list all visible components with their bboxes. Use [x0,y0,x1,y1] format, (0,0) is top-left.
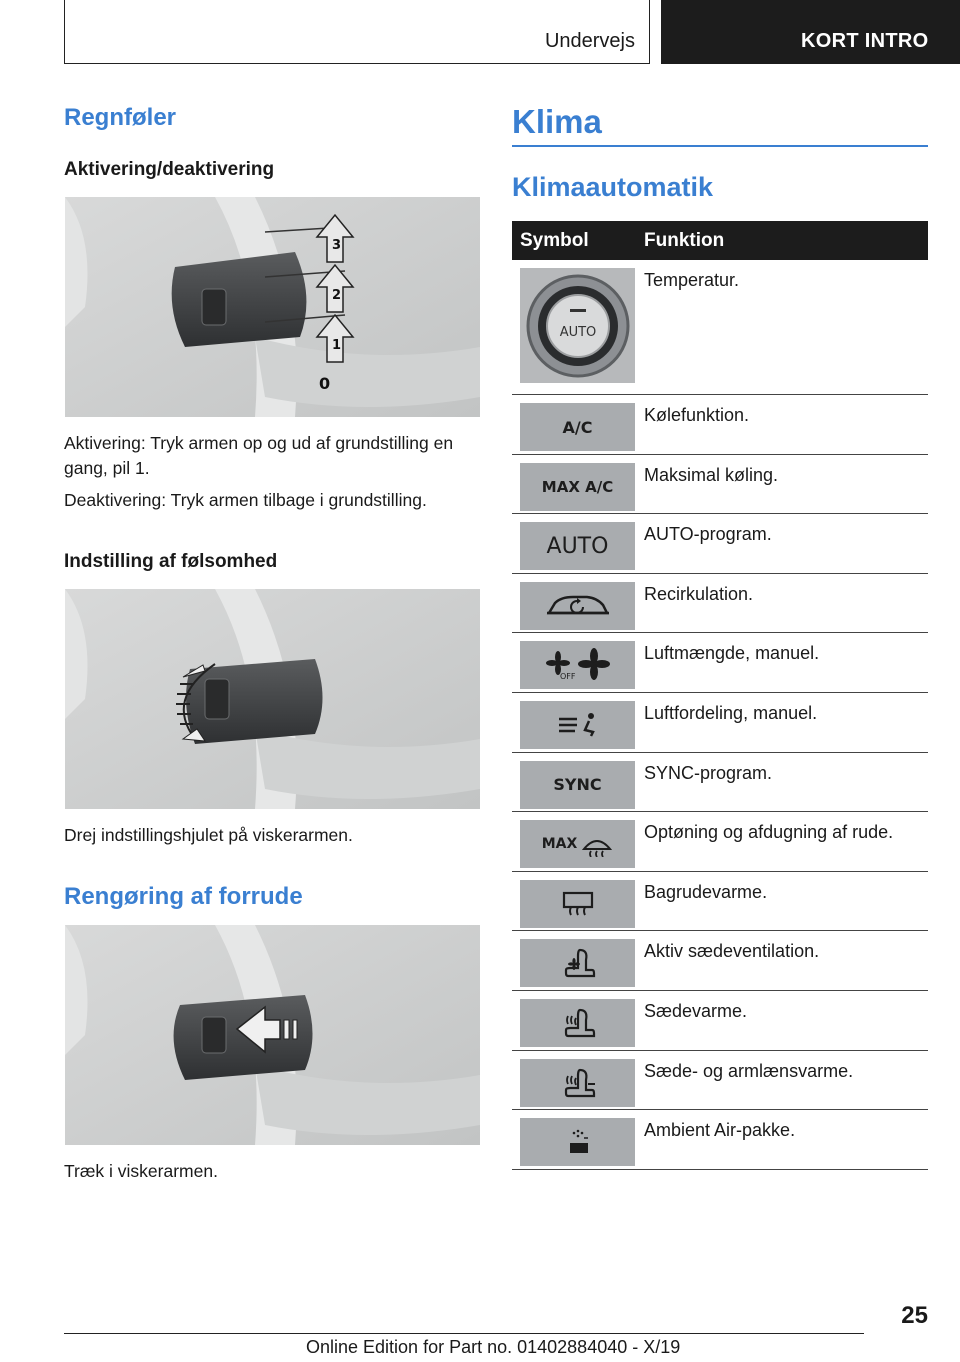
arrow-label-2: 2 [332,288,342,303]
activation-paragraph: Aktivering: Tryk armen op og ud af grundstilling en gang, pil 1. [64,433,454,478]
table-row [512,872,928,932]
table-row [512,753,928,813]
rain-sensor-heading: Regnføler [64,104,177,131]
table-row [512,991,928,1051]
function-label: Optøning og afdugning af rude. [644,822,894,843]
knob-auto-label: AUTO [559,325,597,340]
arrow-label-1: 1 [332,338,342,353]
windshield-paragraph: Træk i viskerarmen. [64,1161,218,1181]
table-row [512,812,928,872]
column-header-function: Funktion [644,230,725,251]
sensitivity-subheading: Indstilling af følsomhed [64,551,278,572]
table-row [512,395,928,455]
fan-off-label: OFF [559,672,575,682]
windshield-cleaning-heading: Rengøring af forrude [64,883,303,910]
temperature-knob-icon [520,268,635,383]
function-label: Aktiv sædeventilation. [644,941,820,962]
header-section-label: Undervejs [544,30,635,52]
arrow-label-3: 3 [332,238,342,253]
arrow-label-0: 0 [319,374,331,393]
function-label: Recirkulation. [644,583,754,604]
sensitivity-wheel-image [65,589,480,809]
function-label: Sæde- og armlænsvarme. [644,1060,854,1081]
table-row [512,514,928,574]
function-label: Luftmængde, manuel. [644,643,820,664]
sync-icon: SYNC [520,761,635,809]
fan-icon [520,641,635,689]
function-label: Maksimal køling. [644,464,779,485]
ambient-air-icon [520,1118,635,1166]
seat-ventilation-icon [520,939,635,987]
function-label: AUTO-program. [644,524,772,545]
table-row [512,574,928,634]
recirculation-icon [520,582,635,630]
function-label: Sædevarme. [644,1000,748,1021]
seat-armrest-heating-icon [520,1059,635,1107]
deactivation-paragraph: Deaktivering: Tryk armen tilbage i grundstilling. [64,490,427,510]
climate-heading-rule [512,145,928,147]
header-chapter-tab [661,0,960,64]
table-row [512,260,928,395]
sensitivity-paragraph: Drej indstillingshjulet på viskerarmen. [64,825,353,845]
climate-heading: Klima [512,103,602,140]
wiper-lever-activation-image [65,197,480,417]
table-row [512,931,928,991]
max-ac-icon: MAX A/C [520,463,635,511]
function-label: Bagrudevarme. [644,881,768,902]
max-defrost-icon: MAX [520,820,635,868]
air-distribution-icon [520,701,635,749]
function-label: Luftfordeling, manuel. [644,702,818,723]
function-label: Kølefunktion. [644,405,750,425]
table-row [512,633,928,693]
wiper-pull-image [65,925,480,1145]
seat-heating-icon [520,999,635,1047]
auto-climate-heading: Klimaautomatik [512,172,714,202]
function-label: SYNC-program. [644,762,773,783]
table-row [512,1110,928,1170]
rear-defrost-icon [520,880,635,928]
climate-symbol-table [512,221,928,1170]
ac-icon: A/C [520,403,635,451]
column-header-symbol: Symbol [520,230,589,251]
function-label: Ambient Air-pakke. [644,1120,796,1141]
auto-icon: AUTO [520,522,635,570]
header-chapter-label: KORT INTRO [801,30,929,52]
table-row [512,693,928,753]
page-number: 25 [901,1302,928,1329]
function-label: Temperatur. [644,270,740,290]
footer-edition: Online Edition for Part no. 01402884040 - X/19 [306,1337,681,1357]
footer-rule [64,1333,864,1334]
activation-subheading: Aktivering/deaktivering [64,159,275,180]
table-row [512,455,928,515]
table-header [512,221,928,260]
table-row [512,1051,928,1111]
header-section-tab [64,0,650,64]
